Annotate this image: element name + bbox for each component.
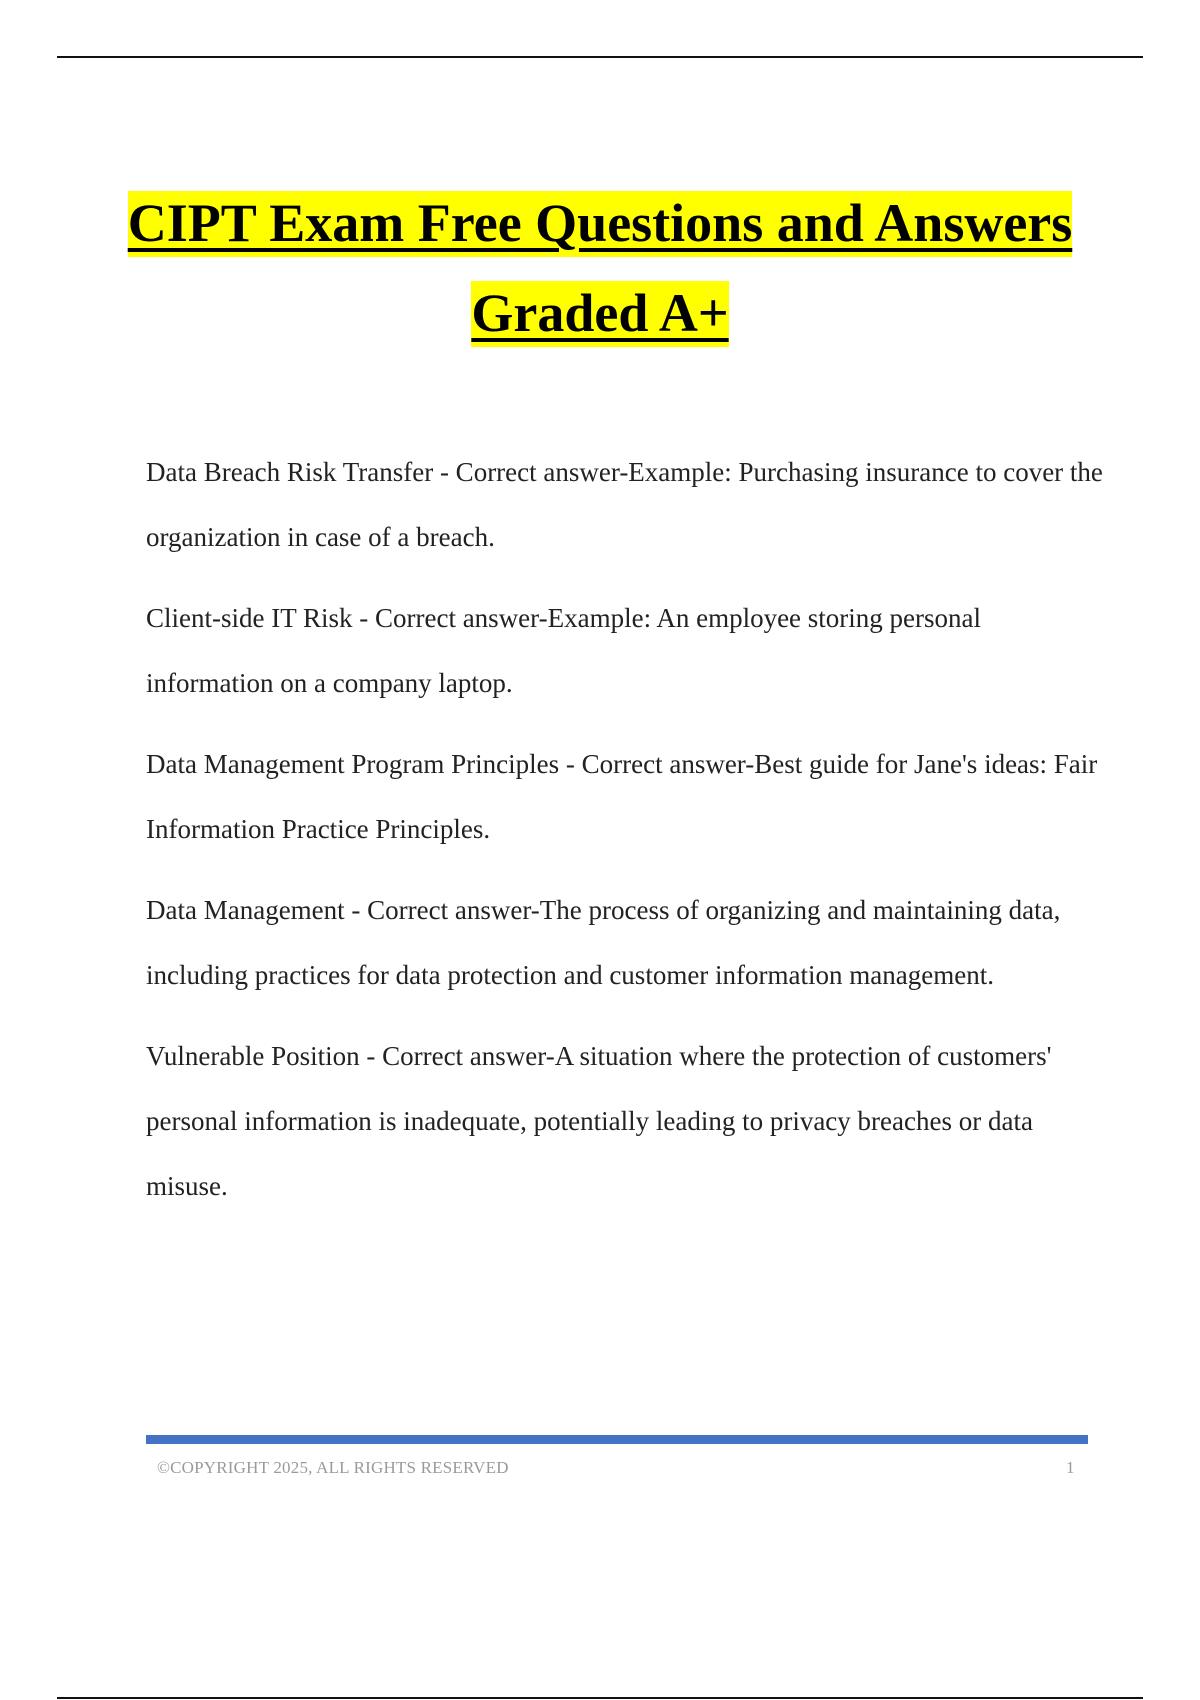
top-divider (57, 56, 1143, 58)
qa-entry-vulnerable-position: Vulnerable Position - Correct answer-A situation where the protection of customers' personal information is inadequate, potentially leading to privacy breaches or data misuse. (146, 1041, 1052, 1201)
qa-entry-client-side-it-risk: Client-side IT Risk - Correct answer-Example: An employee storing personal information on a company laptop. (146, 603, 982, 698)
title-line-1-wrapper (0, 178, 1200, 268)
page-number: 1 (1066, 1458, 1075, 1477)
document-title (0, 178, 1200, 358)
qa-entries (146, 440, 1106, 1235)
title-line-2: Graded A+ (471, 281, 728, 347)
qa-entry-data-breach-risk-transfer: Data Breach Risk Transfer - Correct answer-Example: Purchasing insurance to cover the organization in case of a breach. (146, 457, 1103, 552)
footer-copyright: ©COPYRIGHT 2025, ALL RIGHTS RESERVED (157, 1458, 509, 1477)
title-line-2-wrapper (0, 268, 1200, 358)
footer-bar (146, 1435, 1088, 1444)
title-line-1: CIPT Exam Free Questions and Answers (128, 191, 1073, 257)
qa-entry-data-management-program-principles: Data Management Program Principles - Correct answer-Best guide for Jane's ideas: Fair Information Practice Principles. (146, 749, 1098, 844)
bottom-divider (57, 1697, 1143, 1699)
qa-entry-data-management: Data Management - Correct answer-The process of organizing and maintaining data, including practices for data protection and customer information management. (146, 895, 1061, 990)
